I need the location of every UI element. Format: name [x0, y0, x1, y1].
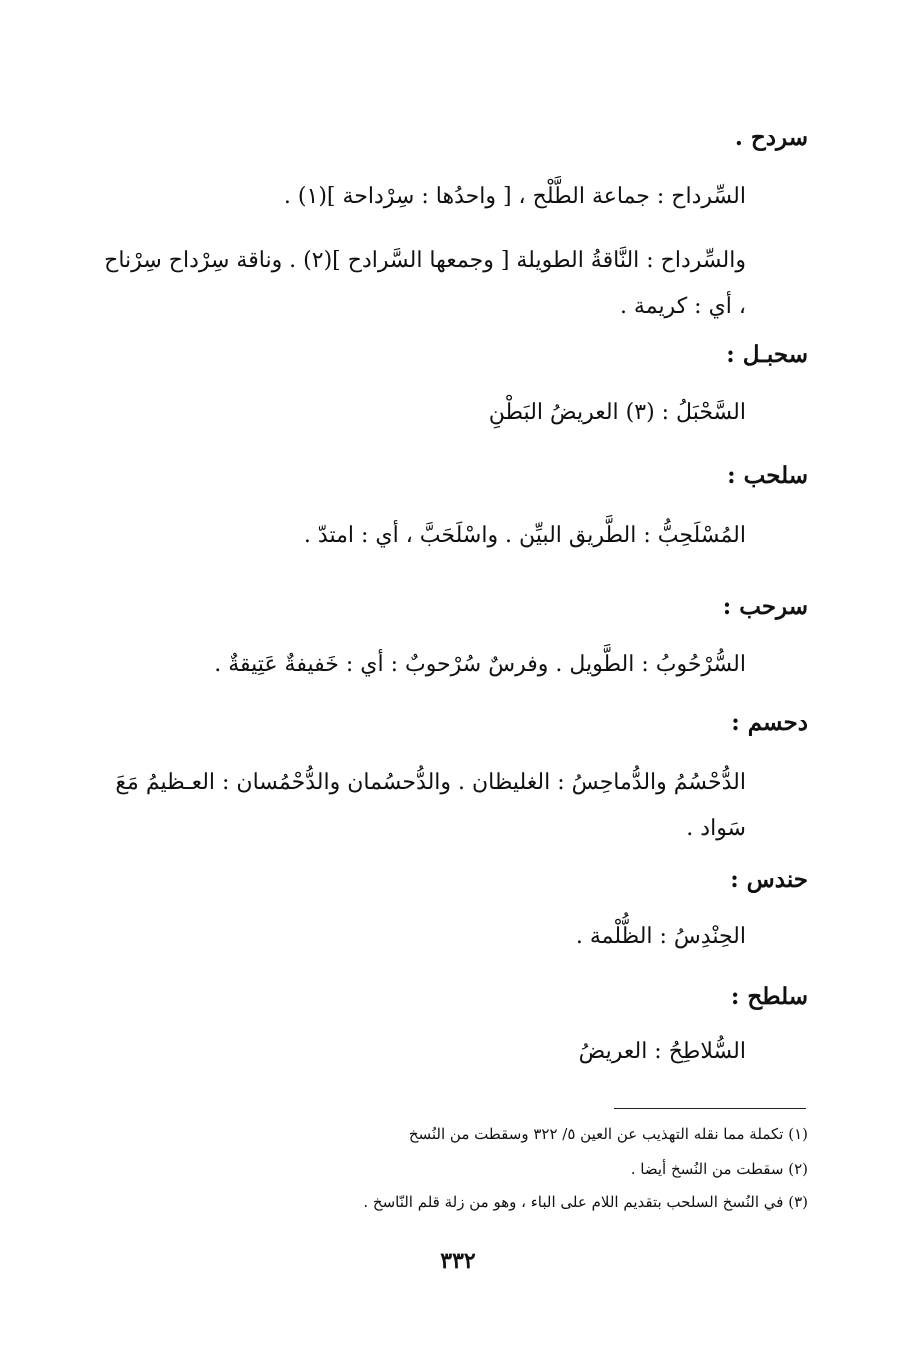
entry-line: السُّلاطِحُ : العريضُ	[578, 1039, 746, 1064]
entry-line: الحِنْدِسُ : الظُّلْمة .	[575, 924, 746, 949]
entry-heading-saltah: سلطح :	[730, 983, 808, 1010]
entry-line: والسِّرداح : النَّاقةُ الطويلة [ وجمعها السَّرادح ](٢) . وناقة سِرْداح سِرْناح ، أي : كريمة .	[104, 248, 746, 319]
page-number: ٣٣٢	[440, 1248, 476, 1274]
entry-line: الدُّحْسُمُ والدُّماحِسُ : الغليظان . والدُّحسُمان والدُّحْمُسان : العـظيمُ مَعَ سَواد .	[115, 770, 746, 841]
entry-heading-handas: حندس :	[730, 866, 808, 893]
entry-line: السُّرْحُوبُ : الطَّويل . وفرسٌ سُرْحوبٌ : أي : خَفيفةٌ عَتِيقةٌ .	[214, 652, 746, 677]
entry-line: المُسْلَحِبُّ : الطَّريق البيِّن . واسْلَحَبَّ ، أي : امتدّ .	[303, 523, 746, 548]
entry-heading-salhab: سلحب :	[727, 462, 808, 489]
entry-line: السِّرداح : جماعة الطَّلْح ، [ واحدُها : سِرْداحة ](١) .	[283, 184, 746, 209]
footnote: (٣) في النُسخ السلحب بتقديم اللام على الباء ، وهو من زلة قلم النّاسخ .	[363, 1193, 808, 1211]
entry-heading-sardah: سردح .	[734, 124, 808, 151]
footnote-divider	[614, 1108, 806, 1109]
entry-heading-sahbal: سحبـل :	[726, 341, 808, 368]
footnote: (٢) سقطت من النُسخ أيضا .	[630, 1160, 808, 1178]
entry-heading-dahsam: دحسم :	[731, 709, 808, 736]
footnote: (١) تكملة مما نقله التهذيب عن العين ٥/ ٣٢٢ وسقطت من النُسخ	[408, 1125, 808, 1143]
entry-heading-sarhab: سرحب :	[722, 593, 808, 620]
entry-line: السَّحْبَلُ : (٣) العريضُ البَطْنِ	[488, 400, 746, 425]
